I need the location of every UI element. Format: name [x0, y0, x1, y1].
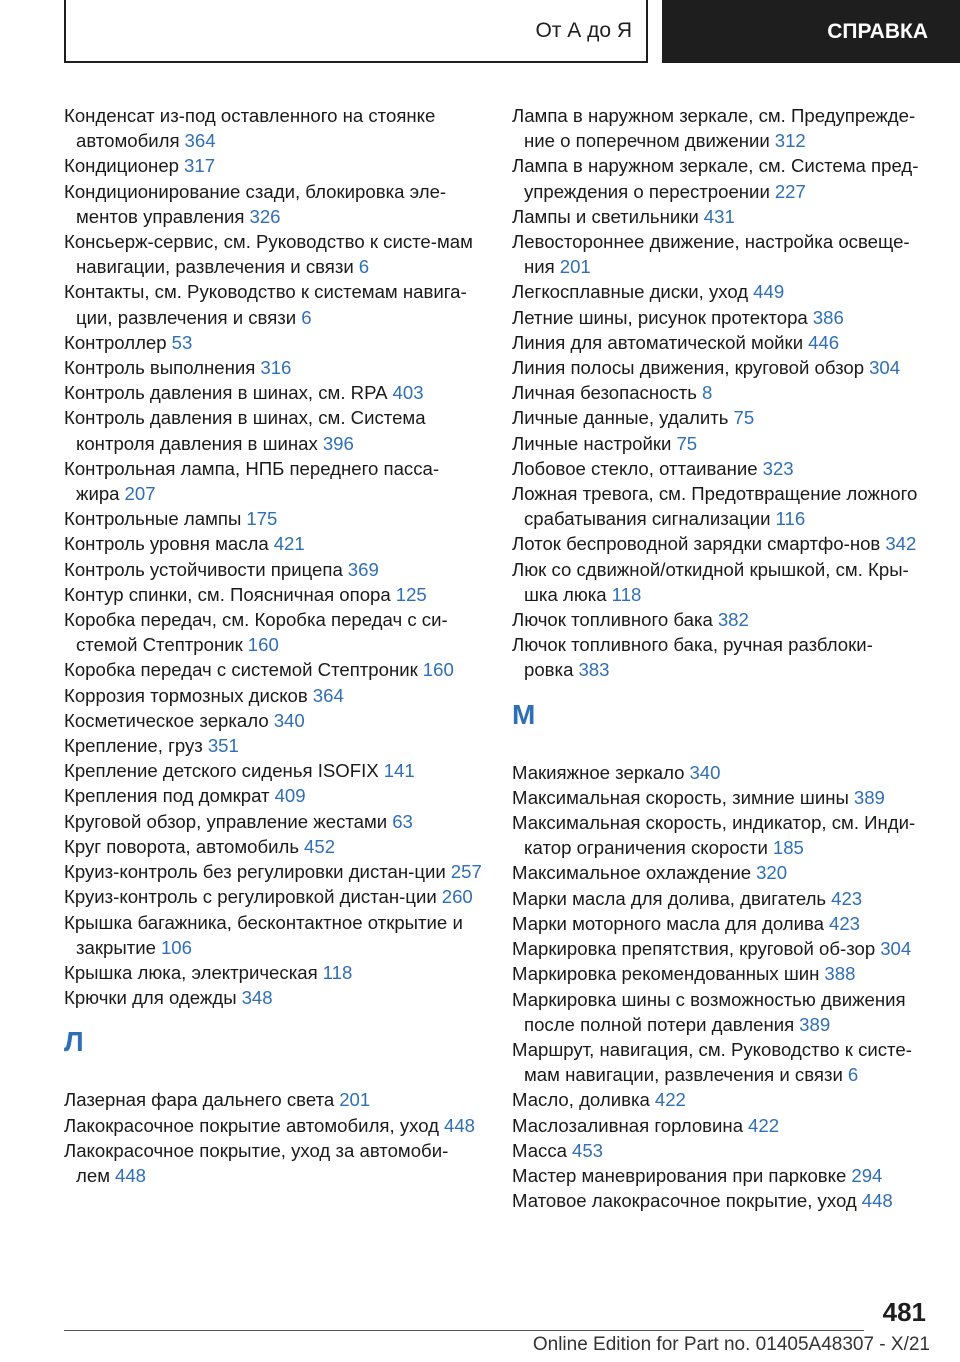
- page-reference-link[interactable]: 317: [184, 155, 216, 177]
- page-reference-link[interactable]: 175: [246, 508, 278, 530]
- index-entry: [512, 355, 932, 380]
- footer-divider: [64, 1330, 864, 1331]
- index-entry-text: Консьерж-сервис, см. Руководство к систе-мам навигации, развлечения и связи: [64, 231, 473, 278]
- page-reference-link[interactable]: 312: [774, 130, 806, 152]
- page-reference-link[interactable]: 304: [880, 938, 912, 960]
- index-entry: [512, 760, 932, 785]
- index-entry: [512, 886, 932, 911]
- index-entry-text: Маркировка рекомендованных шин: [512, 963, 820, 985]
- index-entry-text: Лакокрасочное покрытие, уход за автомоби-лем: [64, 1139, 449, 1186]
- tab-a-to-z-label: От А до Я: [535, 18, 632, 42]
- index-entry-text: Коробка передач, см. Коробка передач с си-стемой Стептроник: [64, 609, 448, 656]
- index-entry: [512, 330, 932, 355]
- index-entry: [64, 557, 484, 582]
- index-entry-text: Лоток беспроводной зарядки смартфо-нов: [512, 533, 881, 555]
- index-entry-text: Косметическое зеркало: [64, 709, 269, 731]
- index-entry: [64, 531, 484, 556]
- index-entry: [64, 229, 484, 279]
- footer-edition-text: Online Edition for Part no. 01405A48307 - X/21: [532, 1334, 930, 1355]
- index-entry: [512, 632, 932, 682]
- page-reference-link[interactable]: 320: [756, 862, 788, 884]
- page-reference-link[interactable]: 446: [808, 331, 840, 353]
- page-reference-link[interactable]: 185: [772, 837, 804, 859]
- index-entry-text: Коробка передач с системой Стептроник: [64, 659, 418, 681]
- index-entry: [512, 1113, 932, 1138]
- index-entry: [512, 785, 932, 810]
- page-reference-link[interactable]: 423: [829, 912, 861, 934]
- index-entry-text: Кондиционер: [64, 155, 180, 177]
- index-entry-text: Лампы и светильники: [512, 205, 699, 227]
- page-reference-link[interactable]: 118: [611, 583, 642, 605]
- index-entry: [512, 961, 932, 986]
- index-entry: [512, 1188, 932, 1213]
- index-entry-text: Лючок топливного бака, ручная разблоки-ровка: [512, 634, 873, 681]
- index-entry-text: Контур спинки, см. Поясничная опора: [64, 583, 391, 605]
- index-entry-text: Лобовое стекло, оттаивание: [512, 457, 758, 479]
- index-entry-text: Контроль устойчивости прицепа: [64, 558, 343, 580]
- page-reference-link[interactable]: 227: [774, 180, 806, 202]
- index-entry-text: Летние шины, рисунок протектора: [512, 306, 808, 328]
- index-entry-text: Крепления под домкрат: [64, 785, 270, 807]
- page-reference-link[interactable]: 342: [885, 533, 917, 555]
- page-reference-link[interactable]: 452: [304, 835, 336, 857]
- tab-a-to-z[interactable]: [64, 0, 648, 63]
- index-entry-text: Круг поворота, автомобиль: [64, 835, 300, 857]
- page-reference-link[interactable]: 118: [322, 961, 353, 983]
- index-entry-text: Личная безопасность: [512, 382, 697, 404]
- index-entry: [64, 859, 484, 884]
- index-entry-text: Мастер маневрирования при парковке: [512, 1164, 847, 1186]
- page-reference-link[interactable]: 348: [241, 987, 273, 1009]
- index-entry: [512, 481, 932, 531]
- index-entry-text: Круиз-контроль с регулировкой дистан-ции: [64, 886, 437, 908]
- index-entry-text: Круговой обзор, управление жестами: [64, 810, 388, 832]
- page-reference-link[interactable]: 304: [869, 357, 901, 379]
- index-entry: [512, 531, 932, 556]
- index-entry-text: Маркировка препятствия, круговой об-зор: [512, 938, 876, 960]
- index-entry: [512, 1087, 932, 1112]
- index-entry: [512, 911, 932, 936]
- index-entry-text: Конденсат из-под оставленного на стоянке автомобиля: [64, 105, 436, 152]
- index-entry: [64, 1087, 484, 1112]
- index-entry-text: Крепление, груз: [64, 735, 203, 757]
- index-entry: [64, 1113, 484, 1138]
- index-entry-text: Контроллер: [64, 331, 167, 353]
- page-reference-link[interactable]: 323: [762, 457, 794, 479]
- index-entry-text: Ложная тревога, см. Предотвращение ложного срабатывания сигнализации: [512, 483, 918, 530]
- page-reference-link[interactable]: 389: [799, 1013, 831, 1035]
- index-entry: [512, 380, 932, 405]
- index-entry: [512, 1037, 932, 1087]
- index-entry-text: Личные данные, удалить: [512, 407, 729, 429]
- index-entry-text: Контроль выполнения: [64, 357, 256, 379]
- index-entry: [64, 355, 484, 380]
- page-reference-link[interactable]: 116: [775, 508, 806, 530]
- index-entry: [512, 936, 932, 961]
- page-reference-link[interactable]: 340: [273, 709, 305, 731]
- page-reference-link[interactable]: 364: [184, 130, 216, 152]
- index-entry-text: Лазерная фара дальнего света: [64, 1089, 335, 1111]
- index-entry: [512, 1163, 932, 1188]
- page-reference-link[interactable]: 160: [247, 634, 279, 656]
- index-entry: [64, 783, 484, 808]
- page-reference-link[interactable]: 106: [160, 936, 192, 958]
- index-entry-text: Кондиционирование сзади, блокировка эле-ментов управления: [64, 180, 447, 227]
- page-reference-link[interactable]: 409: [274, 785, 306, 807]
- index-entry: [512, 860, 932, 885]
- index-entry-text: Макияжное зеркало: [512, 761, 685, 783]
- index-entry: [64, 910, 484, 960]
- index-entry: [64, 960, 484, 985]
- page-number: 481: [882, 1297, 926, 1327]
- index-entry-text: Масса: [512, 1139, 567, 1161]
- index-entry-text: Контроль давления в шинах, см. Система контроля давления в шинах: [64, 407, 426, 454]
- index-entry: [64, 153, 484, 178]
- page-reference-link[interactable]: 294: [851, 1164, 883, 1186]
- index-entry-text: Лампа в наружном зеркале, см. Предупрежде-ние о поперечном движении: [512, 105, 916, 152]
- index-entry: [512, 279, 932, 304]
- index-entry-text: Легкосплавные диски, уход: [512, 281, 749, 303]
- page-reference-link[interactable]: 389: [853, 786, 885, 808]
- page-reference-link[interactable]: 386: [812, 306, 844, 328]
- page-reference-link[interactable]: 422: [654, 1089, 686, 1111]
- page-reference-link[interactable]: 388: [824, 963, 856, 985]
- index-entry-text: Марки моторного масла для долива: [512, 912, 824, 934]
- index-entry-text: Крышка багажника, бесконтактное открытие и закрытие: [64, 911, 463, 958]
- index-entry-text: Коррозия тормозных дисков: [64, 684, 308, 706]
- index-entry: [512, 1138, 932, 1163]
- tab-reference[interactable]: [662, 0, 960, 63]
- index-entry: [64, 456, 484, 506]
- page-reference-link[interactable]: 8: [701, 382, 713, 404]
- index-entry: [64, 1138, 484, 1188]
- section-letter: Л: [64, 1026, 84, 1058]
- page-reference-link[interactable]: 448: [114, 1164, 147, 1186]
- index-entry: [64, 683, 484, 708]
- page-reference-link[interactable]: 403: [392, 382, 424, 404]
- index-entry-text: Маслозаливная горловина: [512, 1114, 744, 1136]
- index-entry: [512, 557, 932, 607]
- page-reference-link[interactable]: 6: [358, 256, 370, 278]
- page-reference-link[interactable]: 316: [260, 357, 292, 379]
- index-entry: [512, 810, 932, 860]
- index-entry-text: Контрольная лампа, НПБ переднего пасса-жира: [64, 457, 440, 505]
- index-entry-text: Контроль уровня масла: [64, 533, 269, 555]
- index-column-left: [64, 103, 484, 1188]
- index-entry: [512, 153, 932, 203]
- index-entry: [512, 204, 932, 229]
- page-reference-link[interactable]: 260: [441, 886, 473, 908]
- index-entry-text: Контрольные лампы: [64, 508, 242, 530]
- index-entry: [64, 103, 484, 153]
- index-entry-text: Максимальное охлаждение: [512, 862, 752, 884]
- index-entry-text: Матовое лакокрасочное покрытие, уход: [512, 1190, 857, 1212]
- index-entry: [64, 607, 484, 657]
- index-entry-text: Личные настройки: [512, 432, 672, 454]
- index-entry: [512, 405, 932, 430]
- index-entry: [512, 456, 932, 481]
- page-reference-link[interactable]: 351: [207, 735, 239, 757]
- page-reference-link[interactable]: 364: [312, 684, 344, 706]
- index-entry: [512, 987, 932, 1037]
- page-reference-link[interactable]: 160: [422, 659, 454, 681]
- page-reference-link[interactable]: 75: [733, 407, 755, 429]
- page-reference-link[interactable]: 201: [559, 256, 591, 278]
- page-reference-link[interactable]: 369: [347, 558, 379, 580]
- index-entry: [64, 809, 484, 834]
- index-entry-text: Линия для автоматической мойки: [512, 331, 804, 353]
- index-entry-text: Линия полосы движения, круговой обзор: [512, 357, 865, 379]
- page-reference-link[interactable]: 448: [443, 1114, 476, 1136]
- index-entry: [64, 330, 484, 355]
- index-entry: [64, 657, 484, 682]
- index-entry: [64, 708, 484, 733]
- page-reference-link[interactable]: 6: [847, 1064, 859, 1086]
- section-letter: М: [512, 698, 536, 730]
- index-entry: [64, 834, 484, 859]
- page-reference-link[interactable]: 423: [831, 887, 863, 909]
- page-reference-link[interactable]: 125: [395, 583, 427, 605]
- page-reference-link[interactable]: 340: [689, 761, 721, 783]
- index-entry-text: Лампа в наружном зеркале, см. Система пред-упреждения о перестроении: [512, 155, 919, 202]
- page-reference-link[interactable]: 383: [578, 659, 610, 681]
- index-entry: [64, 733, 484, 758]
- page-reference-link[interactable]: 6: [301, 306, 312, 328]
- page-header: [64, 0, 960, 65]
- index-entry: [64, 405, 484, 455]
- index-entry: [64, 582, 484, 607]
- index-entry: [64, 506, 484, 531]
- index-entry: [512, 607, 932, 632]
- index-entry-text: Крючки для одежды: [64, 987, 237, 1009]
- page-reference-link[interactable]: 326: [249, 205, 281, 227]
- page-reference-link[interactable]: 421: [273, 533, 305, 555]
- index-entry-text: Максимальная скорость, индикатор, см. Инди-катор ограничения скорости: [512, 812, 916, 859]
- page-reference-link[interactable]: 453: [571, 1139, 604, 1161]
- index-entry-text: Люк со сдвижной/откидной крышкой, см. Кры-шка люка: [512, 558, 909, 605]
- index-entry-text: Контакты, см. Руководство к системам навига-ции, развлечения и связи: [64, 281, 467, 328]
- index-entry-text: Масло, доливка: [512, 1089, 650, 1111]
- page-reference-link[interactable]: 75: [676, 432, 698, 454]
- page-reference-link[interactable]: 448: [861, 1190, 893, 1212]
- index-entry-text: Левостороннее движение, настройка освеще-ния: [512, 231, 910, 278]
- page-reference-link[interactable]: 63: [392, 810, 413, 832]
- tab-reference-label: СПРАВКА: [827, 19, 928, 43]
- index-entry: [64, 985, 484, 1010]
- page-reference-link[interactable]: 449: [753, 281, 785, 303]
- index-entry-text: Контроль давления в шинах, см. RPA: [64, 382, 388, 404]
- index-entry-text: Крышка люка, электрическая: [64, 961, 318, 983]
- index-entry-text: Круиз-контроль без регулировки дистан-ции: [64, 861, 446, 883]
- index-entry-text: Лючок топливного бака: [512, 609, 713, 631]
- index-entry-text: Маршрут, навигация, см. Руководство к систе-мам навигации, развлечения и связи: [512, 1038, 912, 1086]
- index-entry: [64, 179, 484, 229]
- index-entry: [64, 380, 484, 405]
- index-entry: [64, 279, 484, 329]
- index-entry: [512, 229, 932, 279]
- page-reference-link[interactable]: 382: [717, 609, 749, 631]
- page-reference-link[interactable]: 422: [748, 1114, 780, 1136]
- index-entry: [512, 431, 932, 456]
- index-entry: [512, 305, 932, 330]
- index-entry: [64, 884, 484, 909]
- page-reference-link[interactable]: 53: [171, 331, 193, 353]
- index-entry: [64, 758, 484, 783]
- index-entry-text: Марки масла для долива, двигатель: [512, 887, 827, 909]
- page-reference-link[interactable]: 396: [322, 432, 354, 454]
- index-entry-text: Маркировка шины с возможностью движения после полной потери давления: [512, 988, 906, 1035]
- page-reference-link[interactable]: 207: [124, 483, 156, 505]
- page-reference-link[interactable]: 257: [450, 861, 482, 883]
- page-reference-link[interactable]: 141: [383, 760, 415, 782]
- index-entry-text: Крепление детского сиденья ISOFIX: [64, 760, 379, 782]
- index-entry: [512, 103, 932, 153]
- index-entry-text: Максимальная скорость, зимние шины: [512, 786, 849, 808]
- page-reference-link[interactable]: 201: [339, 1089, 371, 1111]
- page-reference-link[interactable]: 431: [703, 205, 735, 227]
- index-entry-text: Лакокрасочное покрытие автомобиля, уход: [64, 1114, 439, 1136]
- index-column-right: [512, 103, 932, 1213]
